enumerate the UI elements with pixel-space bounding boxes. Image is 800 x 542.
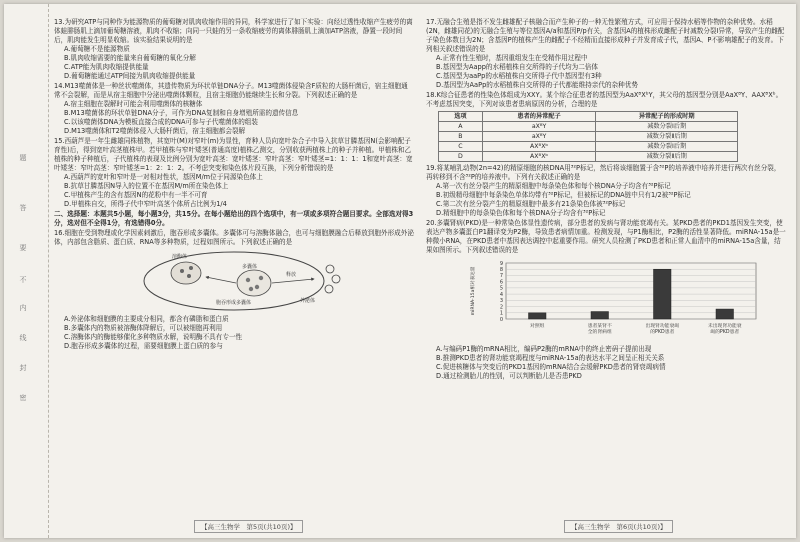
y-tick-label: 6 bbox=[499, 279, 503, 286]
margin-label: 要 bbox=[19, 244, 27, 251]
question-stem: 13.为研究ATP与同种作为能源物质的葡萄糖对肌肉收缩作用的异同，科学家进行了如下实验：向经过透性收缩产生疲劳的离体蛙腓肠肌上滴加葡萄糖溶液，肌肉不收缩；向同一只蛙的另一条收缩疲劳的离体腓肠肌上滴加ATP溶液，静置一段时间后，肌肉能发生明显收缩。该实验结果说明的是 bbox=[54, 18, 413, 44]
x-tick-label: 出现肾功能衰竭的PKD患者 bbox=[645, 324, 680, 335]
mvb-label: 多囊体 bbox=[242, 264, 258, 270]
table-row bbox=[439, 132, 738, 142]
bar bbox=[529, 313, 547, 319]
x-tick-label: 对照组 bbox=[530, 324, 545, 329]
y-tick-label: 4 bbox=[499, 291, 503, 298]
table-cell: D bbox=[439, 152, 483, 162]
table-cell: 减数分裂Ⅰ后期 bbox=[596, 122, 738, 132]
question-19 bbox=[426, 164, 786, 218]
option-c: C.第二次有丝分裂产生的精原细胞中最多有21条染色体被³²P标记 bbox=[436, 200, 626, 208]
table-header: 患者的异常配子 bbox=[482, 112, 596, 122]
binding-margin bbox=[4, 4, 49, 538]
option-c: C.以该噬菌体DNA为模板直接合成的DNA可参与子代噬菌体的组装 bbox=[64, 118, 258, 126]
table-header: 选项 bbox=[439, 112, 483, 122]
table-cell: B bbox=[439, 132, 483, 142]
y-tick-label: 0 bbox=[499, 316, 503, 323]
y-tick-label: 2 bbox=[499, 304, 503, 311]
option-d: D.精细胞中的每条染色体和每个核DNA分子均含有³²P标记 bbox=[436, 209, 606, 217]
option-b: B.推测PKD患者的肾功能衰竭程度与miRNA-15a的表达水平之间呈正相关关系 bbox=[436, 354, 665, 362]
table-cell: C bbox=[439, 142, 483, 152]
question-18 bbox=[426, 91, 786, 162]
x-tick-label: 未出现肾功能衰竭的PKD患者 bbox=[707, 324, 742, 335]
question-17 bbox=[426, 18, 786, 90]
y-tick-label: 3 bbox=[499, 298, 503, 305]
page-5-footer: 【高三生物学 第5页(共10页)】 bbox=[194, 520, 303, 533]
page-5-column bbox=[54, 18, 414, 518]
question-stem: 14.M13噬菌体是一种丝状噬菌体，其遗传物质为环状单链DNA分子。M13噬菌体侵染含F质粒的大肠杆菌后，宿主细胞通常不会裂解，而是从宿主细胞中分泌出噬菌体颗粒，且宿主细胞仍能继续生长和分裂。下列叙述正确的是 bbox=[54, 82, 408, 99]
margin-label: 内 bbox=[19, 304, 27, 311]
question-stem: 15.西葫芦是一年生雌雄同株植物，其宽叶(M)对窄叶(m)为显性，育种人员向宽叶杂合子中导入抗草甘膦基因N(会影响配子育性)后，得到宽叶高茎植株甲。若甲植株与窄叶矮茎(普通高度)植株乙测交，分别收获两植株上的种子并种植。甲植株和乙植株的种子种植后，子代植株的表现及比例分别为宽叶高茎：宽叶矮茎：窄叶高茎：窄叶矮茎=1：1：1：1和宽叶高茎：宽叶矮茎：窄叶高茎：窄叶矮茎=1：2：1：2。不考虑突变和染色体片段互换，下列分析错误的是 bbox=[54, 137, 413, 172]
table-header: 异常配子的形成时期 bbox=[596, 112, 738, 122]
option-b: B.多囊体内的物质被溶酶体降解后，可以被细胞再利用 bbox=[64, 324, 223, 332]
option-a: A.宿主细胞在裂解时可能会利用噬菌体的核糖体 bbox=[64, 100, 203, 108]
question-16 bbox=[54, 229, 414, 351]
table-cell: aXᴮY bbox=[482, 122, 596, 132]
page-6-footer: 【高三生物学 第6页(共10页)】 bbox=[564, 520, 673, 533]
table-row bbox=[439, 142, 738, 152]
table-row bbox=[439, 152, 738, 162]
option-b: B.基因型为Aapp的水稻植株自交所得的子代均为二倍体 bbox=[436, 63, 599, 71]
bar bbox=[654, 269, 672, 319]
y-tick-label: 1 bbox=[499, 310, 503, 317]
option-a: A.外泌体和细胞膜的主要成分相同，都含有磷脂和蛋白质 bbox=[64, 315, 229, 323]
exam-sheet bbox=[4, 4, 796, 538]
option-b: B.抗草甘膦基因N导入的位置不在基因M/m所在染色体上 bbox=[64, 182, 229, 190]
question-15 bbox=[54, 137, 414, 209]
margin-label: 线 bbox=[19, 334, 27, 341]
endocytosis-label: 胞吞形成多囊体 bbox=[216, 300, 252, 306]
genotype-table bbox=[438, 111, 738, 162]
table-header-row bbox=[439, 112, 738, 122]
option-c: C.甲植株产生的含有基因N的花粉中有一半不可育 bbox=[64, 191, 208, 199]
exosome-diagram bbox=[124, 249, 344, 313]
question-stem: 19.将某哺乳动物(2n=42)的精原细胞的核DNA用³²P标记，然后将该细胞置于含³²P的培养液中培养并进行两次有丝分裂，再转移到不含³²P的培养液中。下列有关叙述正确的是 bbox=[426, 164, 781, 181]
question-stem: 17.无融合生殖是指不发生雌雄配子核融合而产生种子的一种无性繁殖方式，可应用于保持水稻等作物的杂种优势。水稻(2N，雌雄同花)的无融合生殖与等位基因A/a和基因P/p有关，含基因A的植株形成雌配子时减数分裂Ⅰ异常，导致产生的雌配子染色体数目为2N；含基因P的植株产生的雌配子不经精而直接形成种子并发育成子代，基因A、P不影响雄配子的发育。下列相关叙述错误的是 bbox=[426, 18, 785, 53]
option-b: B.初级精母细胞中每条染色单体均带有³²P标记，但被标记的DNA链中只有1/2被³²P标记 bbox=[436, 191, 691, 199]
lysosome-label: 溶酶体 bbox=[172, 254, 188, 260]
option-d: D.通过检测胎儿的性别，可以判断胎儿是否患PKD bbox=[436, 372, 582, 380]
x-tick-label: 患者某肾不全的肾病组 bbox=[587, 324, 612, 335]
table-cell: A bbox=[439, 122, 483, 132]
option-d: D.M13噬菌体和T2噬菌体侵入大肠杆菌后，宿主细胞都会裂解 bbox=[64, 127, 246, 135]
table-cell: AXᴮXᵇ bbox=[482, 152, 596, 162]
margin-label: 不 bbox=[19, 276, 27, 283]
table-cell: 减数分裂Ⅱ后期 bbox=[596, 152, 738, 162]
page-6-column bbox=[426, 18, 786, 518]
table-cell: 减数分裂Ⅰ后期 bbox=[596, 142, 738, 152]
question-stem: 16.细胞在受到物理或化学因素刺激后，胞吞形成多囊体。多囊体可与溶酶体融合，也可与细胞膜融合后释放到胞外形成外泌体，内部包含脂质、蛋白质、RNA等多种物质，过程如图所示。下列叙述正确的是 bbox=[54, 229, 414, 246]
margin-label: 封 bbox=[19, 364, 27, 371]
option-d: D.葡萄糖能通过ATP间接为肌肉收缩提供能量 bbox=[64, 72, 196, 80]
question-14 bbox=[54, 82, 414, 136]
option-a: A.葡萄糖不是能源物质 bbox=[64, 45, 130, 53]
mirna-bar-chart bbox=[466, 257, 766, 343]
margin-label: 答 bbox=[19, 204, 27, 211]
question-20 bbox=[426, 219, 786, 381]
option-c: C.溶酶体内的酶能够催化多种物质水解，说明酶不具有专一性 bbox=[64, 333, 243, 341]
section-2-heading: 二、选择题：本题共5小题，每小题3分，共15分。在每小题给出的四个选项中，有一项或多项符合题目要求。全部选对得3分，选对但不全得1分，有选错得0分。 bbox=[54, 210, 414, 227]
option-a: A.西葫芦的宽叶和窄叶是一对相对性状，基因M/m位于同源染色体上 bbox=[64, 173, 263, 181]
table-cell: AXᴮXᵇ bbox=[482, 142, 596, 152]
margin-label: 密 bbox=[19, 394, 27, 401]
exosome-label: 外泌体 bbox=[300, 298, 316, 304]
option-b: B.肌肉收缩需要的能量来自葡萄糖的氧化分解 bbox=[64, 54, 196, 62]
y-tick-label: 8 bbox=[499, 267, 503, 274]
option-c: C.ATP能为肌肉收缩提供能量 bbox=[64, 63, 149, 71]
option-a: A.与编码P1酶的mRNA相比，编码P2酶的mRNA中的终止密码子提前出现 bbox=[436, 345, 652, 353]
y-tick-label: 7 bbox=[499, 273, 503, 280]
question-13 bbox=[54, 18, 414, 81]
table-cell: aXᴮY bbox=[482, 132, 596, 142]
option-d: D.甲植株自交，所得子代中窄叶高茎个体所占比例为1/4 bbox=[64, 200, 227, 208]
release-label: 释放 bbox=[286, 272, 297, 278]
y-tick-label: 5 bbox=[499, 285, 503, 292]
question-stem: 20.多囊肾病(PKD)是一种常染色体显性遗传病，部分患者的发病与肾功能衰竭有关。某PKD患者的PKD1基因发生突变，使表达产物多囊蛋白P1翻译变为P2酶，导致患者病情加重。检测发现，与P1酶相比，P2酶的活性显著降低。miRNA-15a是一种微小RNA，在PKD患者中基因表达调控中起重要作用。研究人员检测了PKD患者和正常人血清中的miRNA-15a含量，结果如图所示。下列叙述错误的是 bbox=[426, 219, 786, 254]
option-d: D.基因型为AaPp的水稻植株自交所得的子代都能维持亲代的杂种优势 bbox=[436, 81, 638, 89]
bar bbox=[591, 312, 609, 319]
option-c: C.促进核糖体与突变后的PKD1基因的mRNA结合会缓解PKD患者的肾衰竭病情 bbox=[436, 363, 666, 371]
option-a: A.第一次有丝分裂产生的精原细胞中每条染色体和每个核DNA分子均含有³²P标记 bbox=[436, 182, 671, 190]
option-d: D.胞吞形成多囊体的过程，需要细胞膜上蛋白质的参与 bbox=[64, 342, 223, 350]
margin-label: 题 bbox=[19, 154, 27, 161]
table-row bbox=[439, 122, 738, 132]
y-axis-label: miRNA-15a相对表达量 bbox=[471, 266, 476, 316]
mirna-chart bbox=[466, 257, 766, 343]
table-cell: 减数分裂Ⅱ后期 bbox=[596, 132, 738, 142]
bar bbox=[716, 309, 734, 319]
option-a: A.正常有性生殖时，基因重组发生在受精作用过程中 bbox=[436, 54, 588, 62]
y-tick-label: 9 bbox=[499, 260, 503, 267]
option-b: B.M13噬菌体的环状单链DNA分子，可作为DNA复制和自身增殖所需的遗传信息 bbox=[64, 109, 299, 117]
option-c: C.基因型为aaPp的水稻植株自交所得子代中基因型有3种 bbox=[436, 72, 602, 80]
question-stem: 18.K综合征患者的性染色体组成为XXY。某个综合征患者的基因型为AaXᴮXᵇY，其父母的基因型分别是AaXᴮY、AAXᴮXᵇ。不考虑基因突变，下列对该患者患病原因的分析，合理的是 bbox=[426, 91, 783, 108]
